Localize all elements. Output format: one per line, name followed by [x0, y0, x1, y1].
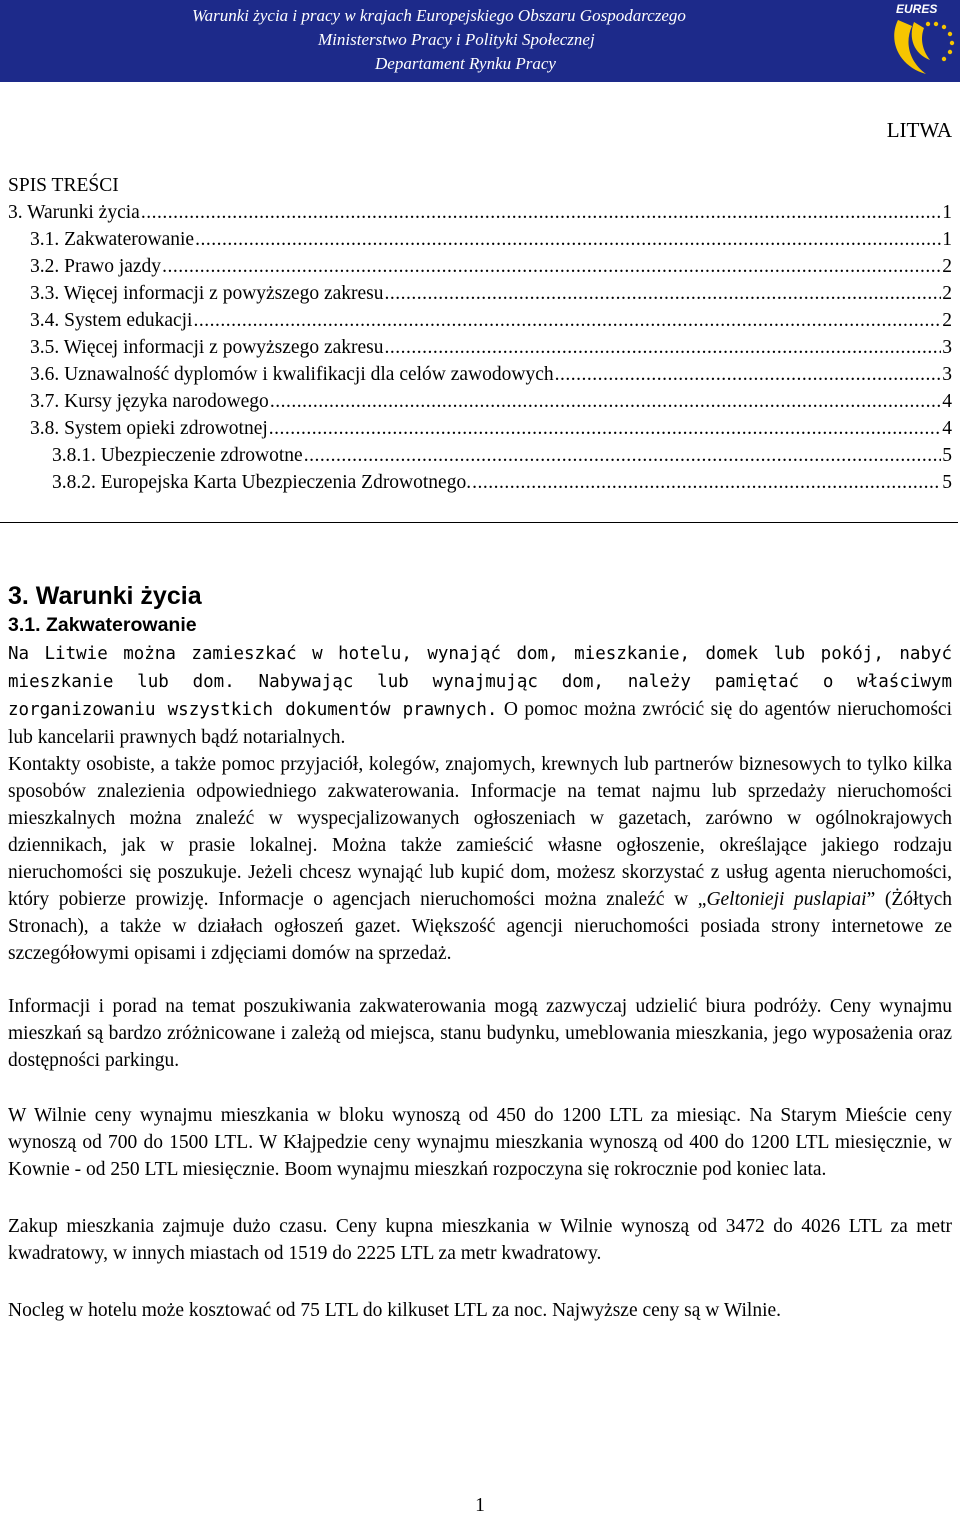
country-label: LITWA	[886, 118, 952, 142]
header-line-3: Departament Rynku Pracy	[375, 54, 556, 73]
table-of-contents	[8, 172, 952, 496]
header-line-1: Warunki życia i pracy w krajach Europejskiego Obszaru Gospodarczego	[192, 6, 686, 25]
toc-item[interactable]: 3.4. System edukacji ..... 2	[8, 307, 952, 334]
toc-item[interactable]: 3.8. System opieki zdrowotnej ..... 4	[8, 415, 952, 442]
paragraph: Informacji i porad na temat poszukiwania zakwaterowania mogą zazwyczaj udzielić biura podróży. Ceny wynajmu mieszkań są bardzo zróżnicowane i zależą od miejsca, stanu budynku, umeblowania mieszkania, jego wyposażenia oraz dostępności parkingu.	[8, 996, 952, 1071]
paragraph: Nocleg w hotelu może kosztować od 75 LTL do kilkuset LTL za noc. Najwyższe ceny są w Wilnie.	[8, 1300, 782, 1321]
eures-logo	[884, 0, 960, 80]
paragraph: Kontakty osobiste, a także pomoc przyjaciół, kolegów, znajomych, krewnych lub partnerów biznesowych to tylko kilka sposobów znalezienia odpowiedniego zakwaterowania. Informacje na temat najmu lub sprzedaży nieruchomości mieszkalnych można znaleźć w wyspecjalizowanych ogłoszeniach w gazetach, zarówno w ogólnokrajowych dziennikach, jak w prasie lokalnej. Można także zamieścić własne ogłoszenie, określające jakiego rodzaju nieruchomości się poszukuje. Jeżeli chcesz wynająć lub kupić dom, możesz skorzystać z usług agenta nieruchomości, który pobierze prowizję. Informacje o agencjach nieruchomości można znaleźć w „Geltonieji puslapiai” (Żółtych Stronach), a także w działach ogłoszeń gazet. Większość agencji nieruchomości posiada strony internetowe ze szczegółowymi opisami i zdjęciami domów na sprzedaż.	[8, 754, 952, 964]
toc-item[interactable]: 3.3. Więcej informacji z powyższego zakresu ..... 2	[8, 280, 952, 307]
toc-item[interactable]: 3.1. Zakwaterowanie ..... 1	[8, 226, 952, 253]
toc-item[interactable]: 3.6. Uznawalność dyplomów i kwalifikacji dla celów zawodowych ..... 3	[8, 361, 952, 388]
paragraph: W Wilnie ceny wynajmu mieszkania w bloku wynoszą od 450 do 1200 LTL za miesiąc. Na Starym Mieście ceny wynoszą od 700 do 1500 LTL. W Kłajpedzie ceny wynajmu mieszkania wynoszą od 400 do 1200 LTL miesięcznie, w Kownie - od 250 LTL miesięcznie. Boom wynajmu mieszkań rozpoczyna się rokrocznie pod koniec lata.	[8, 1105, 952, 1180]
subsection-heading: 3.1. Zakwaterowanie	[8, 614, 197, 636]
section-heading: 3. Warunki życia	[8, 582, 202, 610]
paragraph: Na Litwie można zamieszkać w hotelu, wynająć dom, mieszkanie, domek lub pokój, nabyć mieszkanie lub dom. Nabywając lub wynajmując dom, należy pamiętać o właściwym zorganizowaniu wszystkich dokumentów prawnych. O pomoc można zwrócić się do agentów nieruchomości lub kancelarii prawnych bądź notarialnych.	[8, 644, 952, 748]
header-text	[192, 4, 852, 76]
toc-item[interactable]: 3.8.1. Ubezpieczenie zdrowotne ..... 5	[8, 442, 952, 469]
paragraph: Zakup mieszkania zajmuje dużo czasu. Ceny kupna mieszkania w Wilnie wynoszą od 3472 do 4026 LTL za metr kwadratowy, w innych miastach od 1519 do 2225 LTL za metr kwadratowy.	[8, 1216, 952, 1264]
toc-title: SPIS TREŚCI	[8, 175, 119, 196]
header-band	[0, 0, 960, 82]
toc-item[interactable]: 3.8.2. Europejska Karta Ubezpieczenia Zdrowotnego. ..... 5	[8, 469, 952, 496]
header-line-2: Ministerstwo Pracy i Polityki Społecznej	[318, 30, 595, 49]
main-content	[8, 580, 952, 1324]
toc-item[interactable]: 3.5. Więcej informacji z powyższego zakresu ..... 3	[8, 334, 952, 361]
logo-lettering: EURES	[896, 2, 938, 16]
toc-item[interactable]: 3.7. Kursy języka narodowego ..... 4	[8, 388, 952, 415]
italic-term: Geltonieji puslapiai	[706, 889, 867, 910]
toc-list	[8, 199, 952, 496]
toc-item[interactable]: 3. Warunki życia ..... 1	[8, 199, 952, 226]
section-divider	[0, 522, 958, 523]
toc-item[interactable]: 3.2. Prawo jazdy ..... 2	[8, 253, 952, 280]
page-number: 1	[475, 1495, 485, 1516]
